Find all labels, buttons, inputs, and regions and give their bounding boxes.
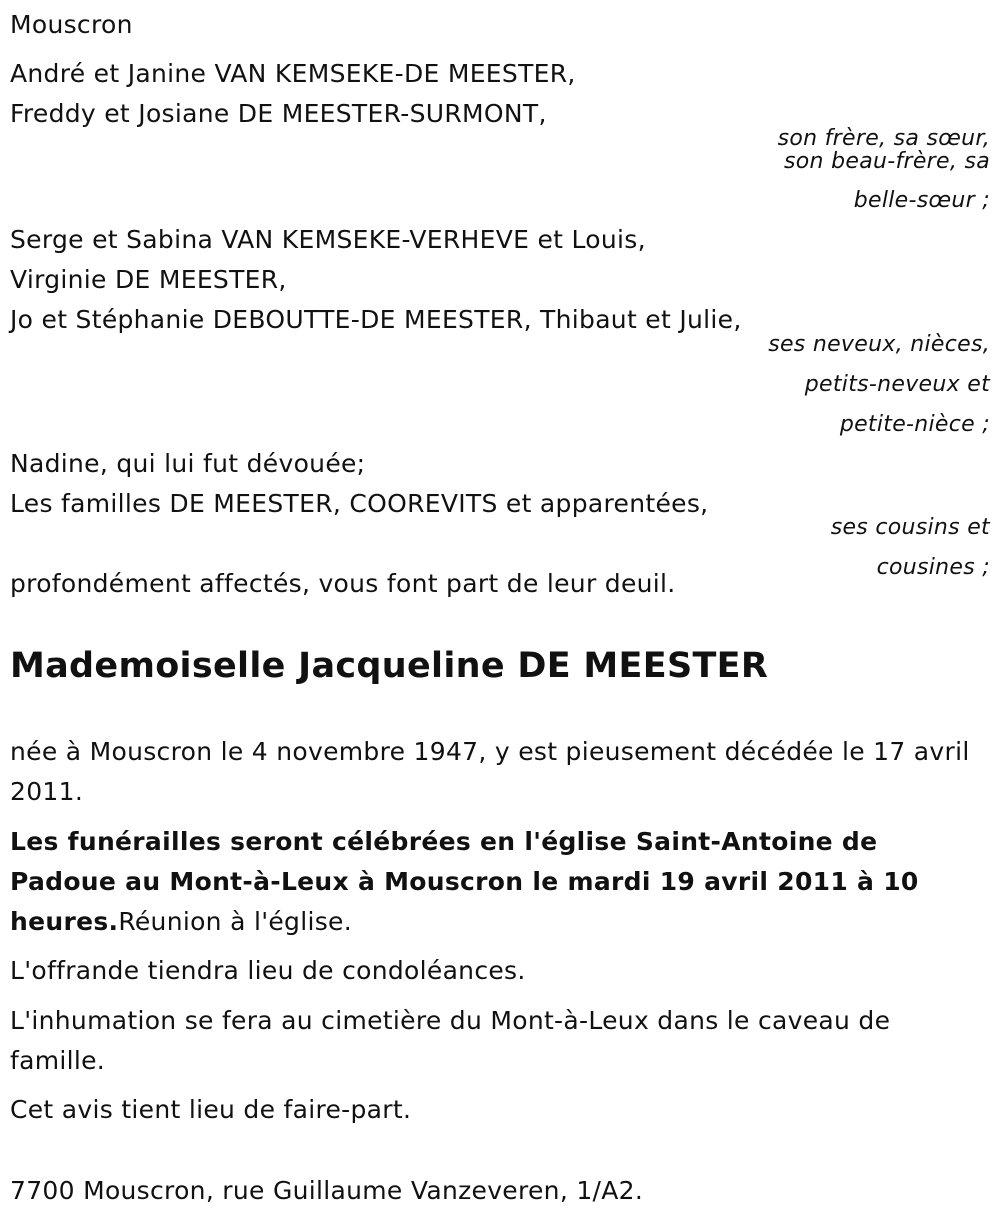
funeral-meeting: Réunion à l'église.	[118, 907, 352, 936]
relation-siblings-3: belle-sœur ;	[853, 188, 990, 213]
city-heading: Mouscron	[10, 10, 133, 39]
relation-cousins-2: cousines ;	[876, 555, 990, 580]
family-sibling-2: Freddy et Josiane DE MEESTER-SURMONT,	[10, 99, 547, 128]
birth-death-info: née à Mouscron le 4 novembre 1947, y est pieusement décédée le 17 avril 2011.	[10, 737, 970, 806]
notice-info: Cet avis tient lieu de faire-part.	[10, 1095, 412, 1124]
funeral-details: Les funérailles seront célébrées en l'église Saint-Antoine de Padoue au Mont-à-Leux à Mouscron le mardi 19 avril 2011 à 10 heures.	[10, 827, 919, 936]
relation-cousins-1: ses cousins et	[830, 515, 990, 540]
family-nephew-3: Jo et Stéphanie DEBOUTTE-DE MEESTER, Thibaut et Julie,	[10, 305, 742, 334]
family-nephew-1: Serge et Sabina VAN KEMSEKE-VERHEVE et Louis,	[10, 225, 646, 254]
relation-siblings-2: son beau-frère, sa	[784, 149, 990, 174]
family-closing: profondément affectés, vous font part de leur deuil.	[10, 569, 676, 598]
family-other-1: Nadine, qui lui fut dévouée;	[10, 449, 366, 478]
relation-siblings-1: son frère, sa sœur,	[777, 126, 990, 151]
deceased-name: Mademoiselle Jacqueline DE MEESTER	[10, 646, 769, 686]
burial-info: L'inhumation se fera au cimetière du Mont-à-Leux dans le caveau de famille.	[10, 1006, 891, 1075]
family-sibling-1: André et Janine VAN KEMSEKE-DE MEESTER,	[10, 59, 576, 88]
offering-info: L'offrande tiendra lieu de condoléances.	[10, 956, 526, 985]
funeral-info	[10, 822, 992, 942]
family-nephew-2: Virginie DE MEESTER,	[10, 265, 287, 294]
relation-nephews-3: petite-nièce ;	[839, 412, 990, 437]
relation-nephews-1: ses neveux, nièces,	[768, 332, 990, 357]
family-other-2: Les familles DE MEESTER, COOREVITS et apparentées,	[10, 489, 709, 518]
address: 7700 Mouscron, rue Guillaume Vanzeveren, 1/A2.	[10, 1176, 644, 1205]
relation-nephews-2: petits-neveux et	[804, 372, 990, 397]
